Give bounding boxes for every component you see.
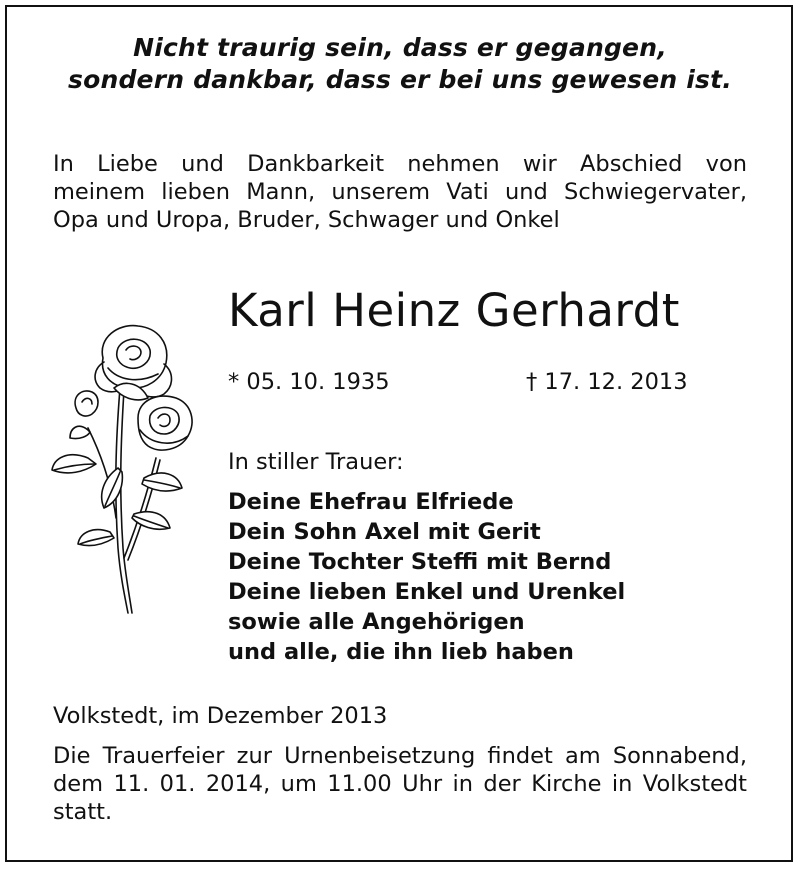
memorial-quote — [0, 32, 800, 96]
place-date: Volkstedt, im Dezember 2013 — [53, 703, 388, 729]
mourner-line: Deine Tochter Steffi mit Bernd — [228, 549, 612, 575]
farewell-line: Opa und Uropa, Bruder, Schwager und Onkel — [53, 207, 560, 233]
mourner-line: Deine lieben Enkel und Urenkel — [228, 579, 626, 605]
birth-date: * 05. 10. 1935 — [228, 369, 390, 395]
mourning-heading: In stiller Trauer: — [228, 449, 404, 475]
quote-line: sondern dankbar, dass er bei uns gewesen ist. — [67, 65, 732, 94]
ceremony-line: statt. — [53, 799, 113, 825]
mourner-line: sowie alle Angehörigen — [228, 609, 525, 635]
death-date: † 17. 12. 2013 — [526, 369, 688, 395]
farewell-line: In Liebe und Dankbarkeit nehmen wir Abschied von — [53, 151, 747, 177]
ceremony-line: dem 11. 01. 2014, um 11.00 Uhr in der Kirche in Volkstedt — [53, 771, 747, 797]
mourner-line: Deine Ehefrau Elfriede — [228, 489, 514, 515]
mourners-list — [228, 487, 625, 667]
farewell-text — [53, 150, 747, 234]
farewell-line: meinem lieben Mann, unserem Vati und Schwiegervater, — [53, 179, 747, 205]
ceremony-text — [53, 742, 747, 826]
quote-line: Nicht traurig sein, dass er gegangen, — [133, 33, 667, 62]
ceremony-line: Die Trauerfeier zur Urnenbeisetzung findet am Sonnabend, — [53, 743, 747, 769]
rose-icon — [48, 318, 198, 618]
mourner-line: Dein Sohn Axel mit Gerit — [228, 519, 541, 545]
mourner-line: und alle, die ihn lieb haben — [228, 639, 574, 665]
deceased-name: Karl Heinz Gerhardt — [228, 284, 680, 337]
